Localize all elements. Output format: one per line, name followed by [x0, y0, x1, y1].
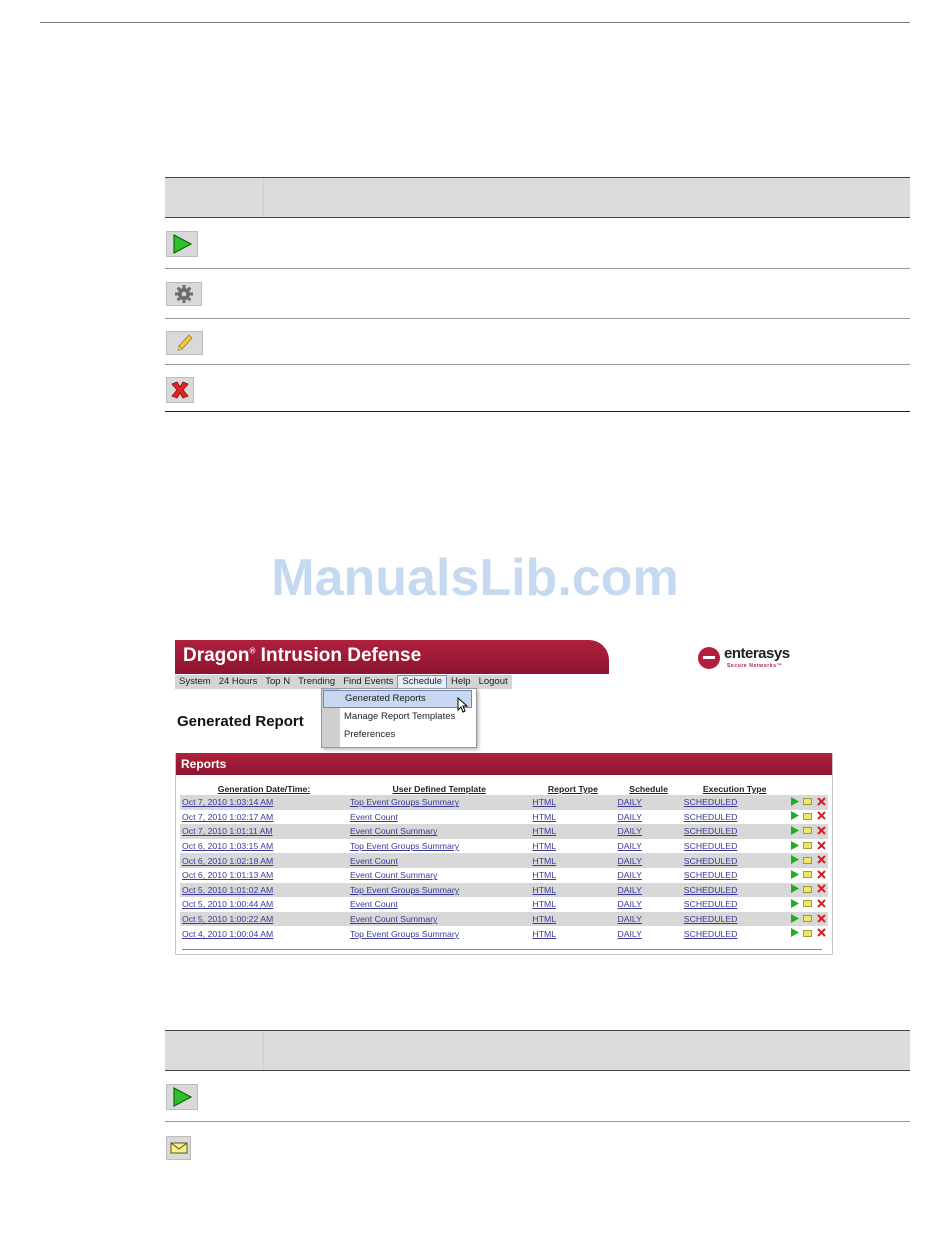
report-type-link[interactable]: HTML [530, 824, 615, 839]
menu-item-manage-templates[interactable]: Manage Report Templates [344, 711, 456, 722]
legend-row-delete [165, 365, 910, 412]
report-type-link[interactable]: HTML [532, 870, 557, 881]
email-icon[interactable] [801, 897, 814, 912]
generation-date-link[interactable]: Oct 7, 2010 1:03:14 AM [180, 795, 348, 810]
legend-row-run [165, 218, 910, 269]
execution-type-link[interactable]: SCHEDULED [682, 795, 788, 810]
col-schedule[interactable]: Schedule [629, 784, 668, 794]
app-title: Dragon® Intrusion Defense [183, 645, 422, 666]
report-type-link[interactable]: HTML [530, 883, 615, 898]
legend-row-email [165, 1122, 910, 1172]
menu-trending[interactable]: Trending [298, 676, 336, 687]
execution-type-link[interactable]: SCHEDULED [683, 841, 738, 852]
table-row [180, 912, 828, 927]
report-type-link[interactable]: HTML [530, 853, 615, 868]
watermark: ManualsLib.com [271, 549, 679, 607]
template-link[interactable]: Top Event Groups Summary [349, 928, 460, 939]
menu-top-n[interactable]: Top N [265, 676, 291, 687]
delete-icon[interactable] [814, 824, 828, 839]
delete-icon[interactable] [814, 926, 828, 941]
col-report-type[interactable]: Report Type [547, 784, 598, 794]
run-report-icon[interactable] [788, 912, 801, 927]
generation-date-link[interactable]: Oct 6, 2010 1:01:13 AM [182, 870, 274, 881]
menu-item-preferences[interactable]: Preferences [344, 729, 396, 740]
page-heading: Generated Report [177, 713, 304, 730]
schedule-link[interactable]: DAILY [617, 841, 642, 852]
email-icon[interactable] [801, 810, 814, 825]
mouse-cursor-icon [457, 697, 469, 713]
generation-date-link[interactable]: Oct 7, 2010 1:01:11 AM [180, 824, 348, 839]
menu-24-hours[interactable]: 24 Hours [218, 676, 258, 687]
delete-icon[interactable] [814, 810, 828, 825]
execution-type-link[interactable]: SCHEDULED [683, 899, 738, 910]
col-generation-date[interactable]: Generation Date/Time: [217, 784, 311, 794]
report-type-link[interactable]: HTML [530, 795, 615, 810]
table-row [180, 883, 828, 898]
table-row [180, 853, 828, 868]
schedule-link[interactable]: DAILY [615, 853, 681, 868]
page-top-rule [40, 22, 910, 23]
template-link[interactable]: Top Event Groups Summary [348, 795, 530, 810]
run-report-icon[interactable] [788, 795, 801, 810]
generation-date-link[interactable]: Oct 5, 2010 1:00:44 AM [182, 899, 274, 910]
app-screenshot [175, 640, 835, 955]
generation-date-link[interactable]: Oct 4, 2010 1:00:04 AM [182, 928, 274, 939]
run-report-icon [166, 1084, 198, 1110]
delete-icon [166, 377, 194, 403]
table-row [180, 795, 828, 810]
reports-panel [175, 753, 833, 955]
legend-row-generate [165, 269, 910, 319]
template-link[interactable]: Event Count Summary [348, 912, 530, 927]
delete-icon[interactable] [814, 868, 828, 883]
email-icon[interactable] [801, 824, 814, 839]
email-icon[interactable] [801, 795, 814, 810]
run-report-icon[interactable] [788, 853, 801, 868]
menu-find-events[interactable]: Find Events [343, 676, 394, 687]
run-report-icon[interactable] [788, 897, 801, 912]
execution-type-link[interactable]: SCHEDULED [683, 870, 738, 881]
execution-type-link[interactable]: SCHEDULED [682, 912, 788, 927]
template-link[interactable]: Event Count Summary [349, 870, 438, 881]
delete-icon[interactable] [814, 883, 828, 898]
reports-table [180, 783, 828, 941]
email-icon[interactable] [801, 868, 814, 883]
delete-icon[interactable] [814, 897, 828, 912]
generation-date-link[interactable]: Oct 5, 2010 1:01:02 AM [180, 883, 348, 898]
icon-legend-table [165, 177, 910, 412]
email-icon[interactable] [801, 853, 814, 868]
run-report-icon[interactable] [788, 883, 801, 898]
menu-system[interactable]: System [179, 676, 211, 687]
report-type-link[interactable]: HTML [530, 912, 615, 927]
table-row [180, 868, 828, 883]
legend-row-run-2 [165, 1071, 910, 1122]
report-type-link[interactable]: HTML [532, 899, 557, 910]
schedule-link[interactable]: DAILY [617, 870, 642, 881]
email-icon[interactable] [801, 912, 814, 927]
template-link[interactable]: Top Event Groups Summary [348, 883, 530, 898]
schedule-link[interactable]: DAILY [617, 928, 642, 939]
run-report-icon[interactable] [788, 824, 801, 839]
template-link[interactable]: Event Count [348, 853, 530, 868]
execution-type-link[interactable]: SCHEDULED [683, 928, 738, 939]
email-icon[interactable] [801, 926, 814, 941]
table-row [180, 897, 828, 912]
schedule-link[interactable]: DAILY [615, 795, 681, 810]
delete-icon[interactable] [814, 912, 828, 927]
generation-date-link[interactable]: Oct 7, 2010 1:02:17 AM [182, 811, 274, 822]
run-report-icon[interactable] [788, 868, 801, 883]
table-row [180, 810, 828, 825]
col-execution-type[interactable]: Execution Type [702, 784, 767, 794]
template-link[interactable]: Event Count Summary [348, 824, 530, 839]
delete-icon[interactable] [814, 795, 828, 810]
reports-panel-title: Reports [176, 753, 832, 775]
report-type-link[interactable]: HTML [532, 811, 557, 822]
app-banner [175, 640, 609, 674]
generation-date-link[interactable]: Oct 5, 2010 1:00:22 AM [180, 912, 348, 927]
execution-type-link[interactable]: SCHEDULED [683, 811, 738, 822]
generation-date-link[interactable]: Oct 6, 2010 1:03:15 AM [182, 841, 274, 852]
legend-row-edit [165, 319, 910, 365]
execution-type-link[interactable]: SCHEDULED [682, 824, 788, 839]
report-type-link[interactable]: HTML [532, 928, 557, 939]
run-report-icon[interactable] [788, 926, 801, 941]
email-icon[interactable] [801, 839, 814, 854]
table-row [180, 926, 828, 941]
delete-icon[interactable] [814, 839, 828, 854]
run-report-icon[interactable] [788, 810, 801, 825]
icon-legend-table-2 [165, 1030, 910, 1172]
menu-item-generated-reports[interactable]: Generated Reports [323, 690, 472, 708]
schedule-link[interactable]: DAILY [615, 824, 681, 839]
col-template[interactable]: User Defined Template [392, 784, 486, 794]
schedule-dropdown [321, 688, 477, 748]
menu-schedule[interactable]: Schedule [397, 675, 447, 689]
email-icon[interactable] [801, 883, 814, 898]
schedule-link[interactable]: DAILY [617, 811, 642, 822]
gear-icon [166, 282, 202, 306]
enterasys-logo: enterasys Secure Networks™ [698, 644, 828, 674]
legend-header [165, 177, 910, 218]
menu-help[interactable]: Help [451, 676, 471, 687]
run-report-icon[interactable] [788, 839, 801, 854]
table-row [180, 824, 828, 839]
table-row [180, 839, 828, 854]
legend-header-2 [165, 1030, 910, 1071]
menu-logout[interactable]: Logout [478, 676, 508, 687]
generation-date-link[interactable]: Oct 6, 2010 1:02:18 AM [180, 853, 348, 868]
run-report-icon [166, 231, 198, 257]
template-link[interactable]: Top Event Groups Summary [349, 841, 460, 852]
template-link[interactable]: Event Count [349, 811, 398, 822]
execution-type-link[interactable]: SCHEDULED [682, 883, 788, 898]
template-link[interactable]: Event Count [349, 899, 398, 910]
delete-icon[interactable] [814, 853, 828, 868]
report-type-link[interactable]: HTML [532, 841, 557, 852]
pencil-icon [166, 331, 203, 355]
schedule-link[interactable]: DAILY [615, 912, 681, 927]
schedule-link[interactable]: DAILY [617, 899, 642, 910]
execution-type-link[interactable]: SCHEDULED [682, 853, 788, 868]
menu-bar [175, 675, 512, 689]
schedule-link[interactable]: DAILY [615, 883, 681, 898]
email-icon [166, 1136, 191, 1160]
